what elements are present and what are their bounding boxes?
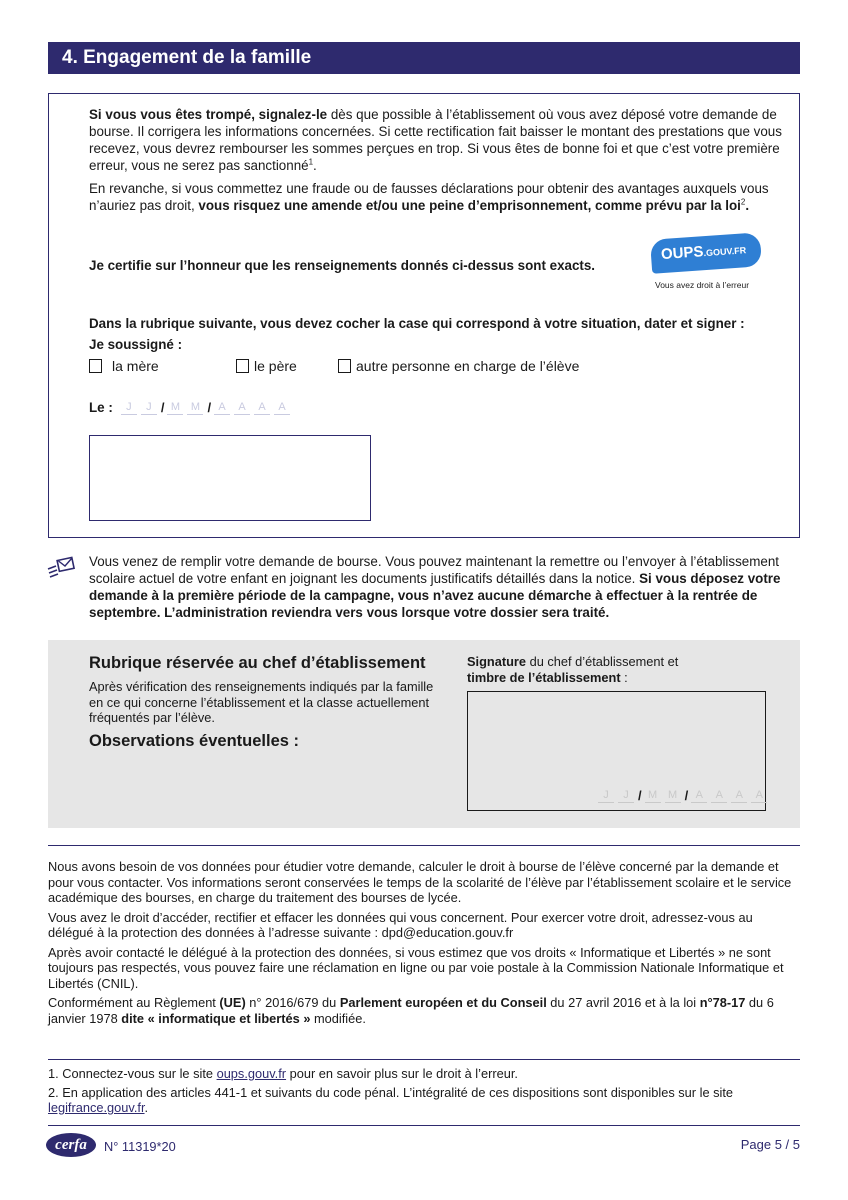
regulation-text: du 6 janvier 1978 (48, 995, 774, 1026)
oups-logo (647, 236, 767, 292)
page-number: Page 5 / 5 (740, 1137, 800, 1152)
fraud-paragraph-bold: vous risquez une amende et/ou une peine d’emprisonnement, comme prévu par la loi (198, 198, 741, 213)
footnote-text: 2. En application des articles 441-1 et suivants du code pénal. L’intégralité de ces dispositions sont disponibles sur le site (48, 1084, 734, 1100)
form-number: N° 11319*20 (104, 1139, 176, 1154)
stamp-bold: timbre de l’établissement (467, 669, 621, 685)
regulation-bold: (UE) (219, 995, 246, 1010)
date-year-slot[interactable]: A (711, 789, 727, 803)
date-day-slot[interactable]: J (121, 401, 137, 415)
date-day-slot[interactable]: J (598, 789, 614, 803)
date-label: Le : (89, 400, 113, 415)
family-signature-box[interactable] (89, 435, 371, 521)
soussigne-label: Je soussigné : (89, 337, 183, 352)
certify-statement: Je certifie sur l’honneur que les renseignements donnés ci-dessus sont exacts. (89, 258, 596, 273)
regulation-bold: dite « informatique et libertés » (121, 1010, 311, 1026)
date-day-slot[interactable]: J (141, 401, 157, 415)
chef-description: Après vérification des renseignements indiqués par la famille en ce qui concerne l’établissement et la classe actuellement fréquentés par l’élève. (89, 679, 434, 725)
regulation-bold: Parlement européen et du Conseil (339, 995, 547, 1010)
divider (48, 845, 800, 846)
signature-bold: Signature (467, 654, 527, 669)
date-separator: / (160, 400, 165, 415)
footnote-ref-2: 2 (740, 197, 746, 207)
error-paragraph-bold: Si vous vous êtes trompé, signalez-le (89, 107, 328, 122)
regulation-bold: n°78-17 (699, 995, 746, 1010)
checkbox-box[interactable] (338, 359, 351, 373)
regulation-text: Conformément au Règlement (48, 995, 220, 1010)
chef-section (48, 640, 800, 828)
observations-label: Observations éventuelles : (89, 732, 299, 750)
checkbox-box[interactable] (236, 359, 249, 373)
fraud-paragraph-text: En revanche, si vous commettez une fraude ou de fausses déclarations pour obtenir des avantages auxquels vous n’auriez pas droit, (89, 181, 769, 213)
privacy-paragraph: Vous avez le droit d’accéder, rectifier et effacer les données qui vous concernent. Pour exercer votre droit, adressez-vous au délégué à la protection des données à l’adresse suivante : dpd@education.gouv.fr (48, 909, 753, 940)
oups-suffix: .GOUV.FR (703, 245, 747, 259)
footnote-1 (48, 1066, 800, 1082)
date-year-slot[interactable]: A (274, 401, 290, 415)
regulation-text: du 27 avril 2016 et à la loi (546, 995, 700, 1010)
date-year-slot[interactable]: A (214, 401, 230, 415)
error-paragraph-text: dès que possible à l’établissement où vous avez déposé votre demande de bourse. Il corrigera les informations concernées. Si cette rectification fait baisser le montant des prestations que vous recevez, vous devrez rembourser les sommes perçues en trop. Si vous êtes de bonne foi et que c’est votre première erreur, vous ne serez pas sanctionné (89, 107, 782, 173)
date-month-slot[interactable]: M (665, 789, 681, 803)
date-separator: / (638, 788, 642, 803)
privacy-notice (48, 859, 800, 1030)
chef-signature-label (467, 654, 767, 685)
chef-date-field[interactable] (598, 788, 771, 803)
checkbox-label: autre personne en charge de l’élève (356, 358, 580, 374)
footnotes (48, 1066, 800, 1119)
divider (48, 1059, 800, 1060)
signature-text: du chef d’établissement et (526, 654, 679, 669)
punctuation: . (313, 158, 317, 173)
notice-text: Vous venez de remplir votre demande de bourse. Vous pouvez maintenant la remettre ou l’envoyer à l’établissement scolaire actuel de votre enfant en joignant les documents justificatifs détaillés dans la notice. (89, 554, 780, 586)
privacy-paragraph: Après avoir contacté le délégué à la protection des données, si vous estimez que vos droits « Informatique et Libertés » ne sont toujours pas respectés, vous pouvez faire une réclamation en ligne ou par voie postale à la Commission Nationale Informatique et Libertés (CNIL). (48, 944, 784, 991)
regulation-paragraph (48, 995, 800, 1026)
date-year-slot[interactable]: A (731, 789, 747, 803)
stamp-text: : (620, 669, 628, 685)
checkbox-box[interactable] (89, 359, 102, 373)
date-month-slot[interactable]: M (187, 401, 203, 415)
engagement-box (48, 93, 800, 538)
oups-link[interactable]: oups.gouv.fr (216, 1066, 287, 1081)
date-separator: / (207, 400, 212, 415)
punctuation: . (745, 198, 750, 213)
date-month-slot[interactable]: M (645, 789, 661, 803)
checkbox-mother[interactable] (89, 358, 159, 374)
oups-badge (650, 232, 762, 274)
error-paragraph (89, 106, 789, 174)
date-year-slot[interactable]: A (751, 789, 767, 803)
checkbox-label: la mère (112, 358, 159, 374)
notice-bold: Si vous déposez votre demande à la première période de la campagne, vous n’avez aucune démarche à effectuer à la rentrée de septembre. L’administration reviendra vers vous lorsque votre dossier sera traité. (89, 571, 781, 620)
date-year-slot[interactable]: A (254, 401, 270, 415)
legifrance-link[interactable]: legifrance.gouv.fr (48, 1100, 145, 1115)
send-document-icon (46, 556, 76, 578)
oups-main: OUPS (660, 243, 705, 264)
fraud-paragraph (89, 180, 789, 214)
date-field[interactable] (89, 400, 294, 415)
regulation-text: n° 2016/679 du (245, 995, 340, 1010)
date-year-slot[interactable]: A (691, 789, 707, 803)
divider (48, 1125, 800, 1126)
date-month-slot[interactable]: M (167, 401, 183, 415)
privacy-paragraph: Nous avons besoin de vos données pour étudier votre demande, calculer le droit à bourse de l’élève concerné par la demande et pour vous contacter. Vos informations seront conservées le temps de la scolarité de l’élève par l’établissement scolaire et le service académique des bourses, en charge du traitement des bourses de lycée. (48, 859, 792, 905)
footnote-text: 1. Connectez-vous sur le site (48, 1066, 217, 1081)
date-day-slot[interactable]: J (618, 789, 634, 803)
checkbox-label: le père (254, 358, 297, 374)
date-separator: / (684, 788, 689, 803)
checkbox-other-guardian[interactable] (338, 358, 579, 374)
footnote-text: pour en savoir plus sur le droit à l’erreur. (286, 1066, 518, 1081)
footnote-2 (48, 1085, 800, 1116)
chef-title: Rubrique réservée au chef d’établissement (89, 654, 426, 672)
oups-tagline: Vous avez droit à l’erreur (655, 280, 750, 290)
section-title: 4. Engagement de la famille (48, 42, 800, 74)
chef-signature-box[interactable] (467, 691, 766, 811)
checkbox-father[interactable] (236, 358, 297, 374)
regulation-text: modifiée. (310, 1010, 366, 1026)
checkbox-instruction: Dans la rubrique suivante, vous devez cocher la case qui correspond à votre situation, dater et signer : (89, 316, 745, 331)
cerfa-logo: cerfa (46, 1133, 96, 1157)
footnote-text: . (144, 1100, 149, 1115)
date-year-slot[interactable]: A (234, 401, 250, 415)
submission-notice (89, 553, 799, 621)
footnote-ref-1: 1 (308, 157, 314, 167)
